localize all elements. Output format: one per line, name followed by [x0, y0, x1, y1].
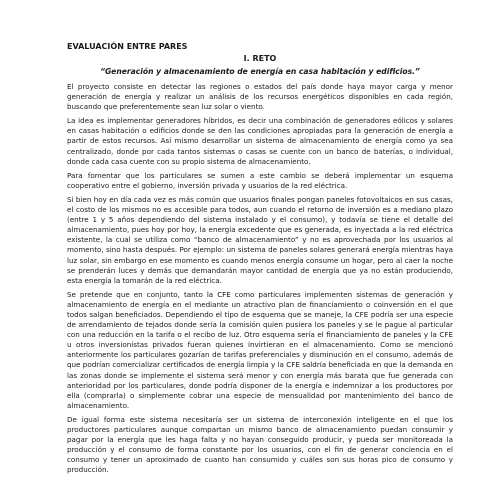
section-title: I. RETO [243, 54, 277, 63]
paragraph-4: Si bien hoy en día cada vez es más común que usuarios finales pongan paneles fotovoltaicos en sus casas, el costo de los mismos no es accesible para todos, aun cuando el retorno de inversión es a mediano plazo (entre 1 y 5 años dependiendo del sistema instalado y el consumo), y todavía se tiene el detalle del almacenamiento, pues hoy por hoy, la energía excedente que es generada, es inyectada a la red eléctrica existente, la cual se utiliza como “banco de almacenamiento” y no es aprovechada por los usuarios al momento, sino hasta después. Por ejemplo: un sistema de paneles solares generará energía mientras haya luz solar, sin embargo en ese momento es cuando menos energía consume un hogar, pero al caer la noche se prenderán luces y demás que demandarán mayor cantidad de energía que ya no están produciendo, esta energía la tomarán de la red eléctrica. [67, 194, 453, 285]
paragraph-1: El proyecto consiste en detectar las regiones o estados del país donde haya mayor carga y menor generación de energía y realizar un análisis de los recursos energéticos disponibles en cada región, buscando que preferentemente sean luz solar o viento. [67, 82, 453, 112]
section-subtitle: “Generación y almacenamiento de energía en casa habitación y edificios.” [100, 67, 420, 76]
paragraph-6: De igual forma este sistema necesitaría ser un sistema de interconexión inteligente en el que los productores particulares aunque compartan un mismo banco de almacenamiento puedan consumir y pagar por la energía que les haga falta y no hayan conseguido producir, y pueda ser monitoreada la producción y el consumo de forma constante por los usuarios, con el fin de generar conciencia en el consumo y tener un aproximado de cuanto han consumido y cuáles son sus horas pico de consumo y producción. [67, 414, 453, 475]
document-heading: EVALUACIÓN ENTRE PARES [67, 42, 188, 51]
paragraph-3: Para fomentar que los particulares se sumen a este cambio se deberá implementar un esquema cooperativo entre el gobierno, inversión privada y usuarios de la red eléctrica. [67, 170, 453, 190]
paragraph-5: Se pretende que en conjunto, tanto la CFE como particulares implementen sistemas de generación y almacenamiento de energía en el mediante un atractivo plan de financiamiento o coinversión en el que todos salgan beneficiados. Dependiendo el tipo de esquema que se maneje, la CFE podría ser una especie de arrendamiento de tejados donde sería la comisión quien pusiera los paneles y se le pague al particular con una reducción en la tarifa o el recibo de luz. Otro esquema sería el financiamiento de paneles y la CFE u otros inversionistas privados fueran quienes invirtieran en el almacenamiento. Como se mencionó anteriormente los particulares gozarían de tarifas preferenciales y disminución en el consumo, además de que podrían comercializar certificados de energía limpia y la CFE saldría beneficiada en que la demanda en las zonas donde se implemente el sistema será menor y con energía más barata que fue generada con anterioridad por los particulares, donde podría disponer de la energía e indemnizar a los productores por ella (comprarla) o simplemente cobrar una especie de mensualidad por mantenimiento del banco de almacenamiento. [67, 289, 453, 410]
paragraph-2: La idea es implementar generadores híbridos, es decir una combinación de generadores eólicos y solares en casas habitación o edificios donde se den las condiciones apropiadas para la generación de energía a partir de estos recursos. Así mismo desarrollar un sistema de almacenamiento de energía como ya sea centralizado, donde por cada tantos sistemas o casas se cuente con un banco de baterías, o individual, donde cada casa cuente con su propio sistema de almacenamiento. [67, 116, 453, 166]
